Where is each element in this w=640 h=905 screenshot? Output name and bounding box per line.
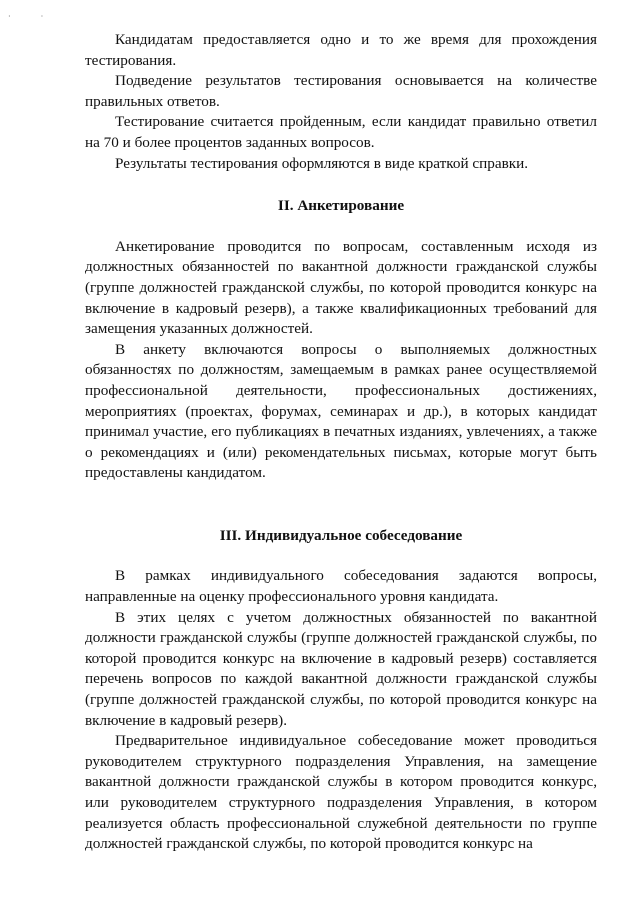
scan-specks: · · — [8, 12, 58, 21]
section-heading-3: III. Индивидуальное собеседование — [219, 526, 463, 544]
spacer — [85, 484, 597, 526]
paragraph: В анкету включаются вопросы о выполняемых должностных обязанностях по должностям, замещаемым в рамках ранее осуществляемой профессиональной деятельности, профессиональных достижениях, мероприятиях (проектах, форумах, семинарах и др.), в которых кандидат принимал участие, его публикациях в печатных изданиях, увлечениях, а также о рекомендациях и (или) рекомендательных письмах, которые могут быть предоставлены кандидатом. — [85, 340, 597, 482]
paragraph: В этих целях с учетом должностных обязанностей по вакантной должности гражданской службы (группе должностей гражданской службы, по которой проводится конкурс на включение в кадровый резерв) составляется перечень вопросов по каждой вакантной должности гражданской службы (группе должностей гражданской службы, по которой проводится конкурс на включение в кадровый резерв). — [85, 608, 597, 729]
section-heading-2: II. Анкетирование — [277, 197, 405, 215]
paragraph: Предварительное индивидуальное собеседование может проводиться руководителем структурного подразделения Управления, на замещение вакантной должности гражданской службы в котором проводится конкурс, или руководителем структурного подразделения Управления, в котором реализуется область профессиональной служебной деятельности по группе должностей гражданской службы, по которой проводится конкурс на — [85, 732, 597, 853]
paragraph: Тестирование считается пройденным, если кандидат правильно ответил на 70 и более процентов заданных вопросов. — [85, 113, 597, 151]
spacer — [85, 174, 597, 196]
paragraph: Анкетирование проводится по вопросам, составленным исходя из должностных обязанностей по вакантной должности гражданской службы (группе должностей гражданской службы, по которой проводится конкурс на включение в кадровый резерв), а также квалификационных требований для замещения указанных должностей. — [85, 237, 597, 338]
paragraph: Результаты тестирования оформляются в виде краткой справки. — [115, 154, 529, 172]
paragraph: Кандидатам предоставляется одно и то же время для прохождения тестирования. — [85, 31, 597, 69]
document-body — [85, 30, 597, 855]
spacer — [85, 546, 597, 566]
paragraph: Подведение результатов тестирования основывается на количестве правильных ответов. — [85, 72, 597, 110]
paragraph: В рамках индивидуального собеседования задаются вопросы, направленные на оценку профессионального уровня кандидата. — [85, 567, 597, 606]
spacer — [85, 217, 597, 237]
